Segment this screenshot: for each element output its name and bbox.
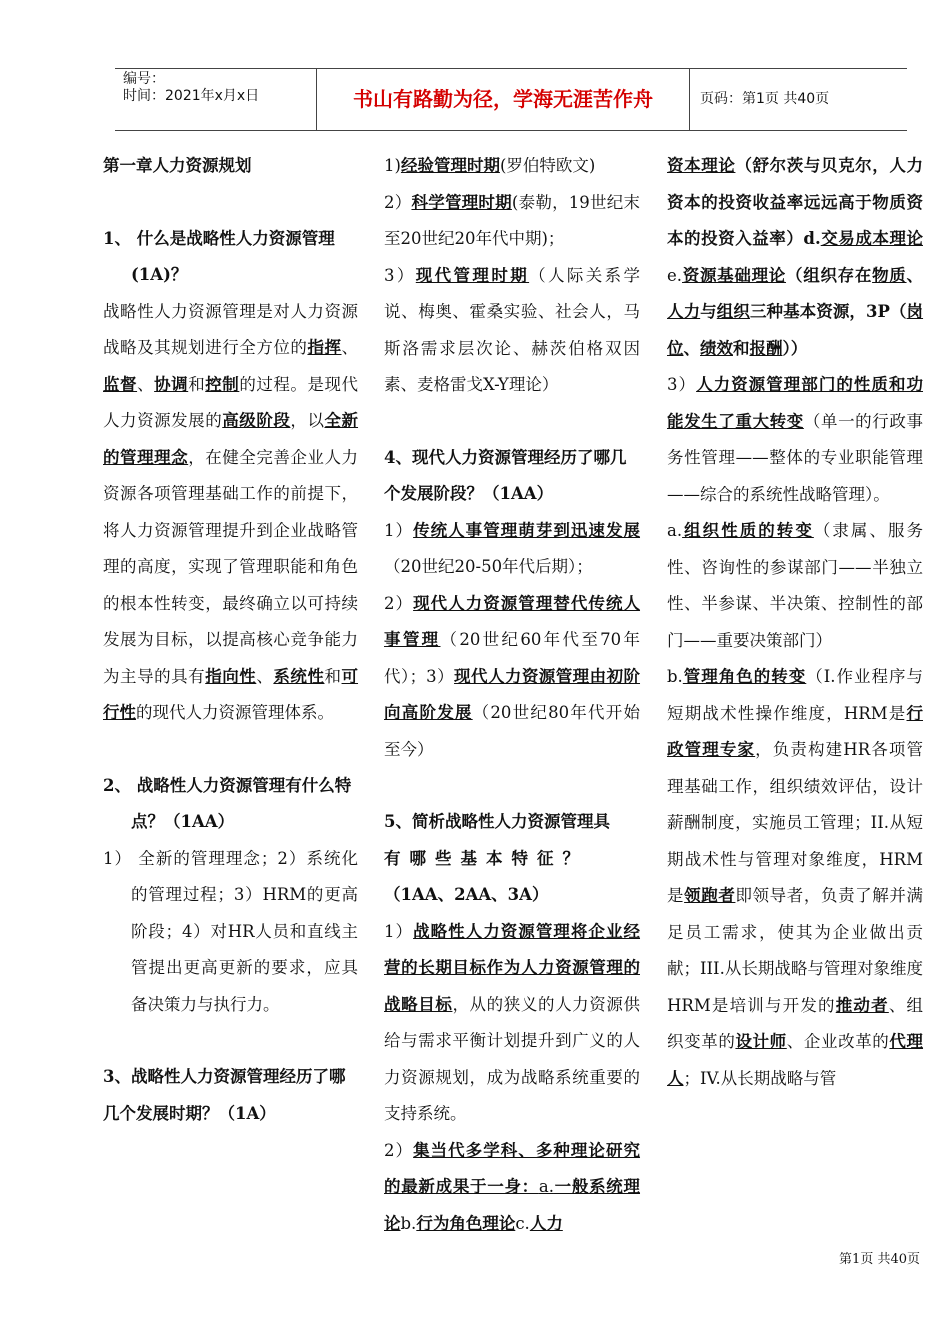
theory-list: 资本理论（舒尔茨与贝克尔，人力资本的投资收益率远远高于物质资本的投资入益率）d.交易成本理论e.资源基础理论（组织存在物质、人力与组织三种基本资源，3P（岗位、绩效和报酬）） — [667, 156, 924, 358]
period-2: 2）科学管理时期(泰勒，19世纪末至20世纪20年代中期)； — [384, 192, 641, 248]
column-2 — [384, 148, 640, 1242]
page-header — [115, 68, 907, 131]
keyword: 指挥 — [307, 338, 342, 357]
header-motto: 书山有路勤为径，学海无涯苦作舟 — [317, 69, 690, 130]
q2-answer: 1） 全新的管理理念；2）系统化的管理过程；3）HRM的更高阶段；4）对HR人员和直线主管提出更高更新的要求，应具备决策力与执行力。 — [103, 848, 358, 1014]
point-3: 3）人力资源管理部门的性质和功能发生了重大转变（单一的行政事务性管理——整体的专业职能管理——综合的系统性战略管理）。 — [667, 375, 924, 504]
point-a: a.组织性质的转变（隶属、服务性、咨询性的参谋部门——半独立性、半参谋、半决策、控制性的部门——重要决策部门） — [667, 521, 923, 650]
period-1: 1)经验管理时期(罗伯特欧文) — [384, 156, 596, 175]
keyword: 系统性 — [273, 666, 325, 686]
period-3: 3）现代管理时期（人际关系学说、梅奥、霍桑实验、社会人，马斯洛需求层次论、赫茨伯格双因素、麦格雷戈X-Y理论） — [384, 265, 641, 394]
q1-answer: 战略性人力资源管理是对人力资源战略及其规划进行全方位的指挥、监督、协调和控制的过程。是现代人力资源发展的高级阶段，以全新的管理理念，在健全完善企业人力资源各项管理基础工作的前提下，将人力资源管理提升到企业战略管理的高度，实现了管理职能和角色的根本性转变，最终确立以可持续发展为目标，以提高核心竞争能力为主导的具有指向性、系统性和可行性的现代人力资源管理体系。 — [103, 301, 359, 722]
code-label: 编号： — [123, 71, 165, 87]
column-3 — [667, 148, 923, 1097]
q4-title: 4、现代人力资源管理经历了哪几个发展阶段？（1AA） — [384, 447, 627, 503]
chapter-title: 第一章人力资源规划 — [103, 156, 252, 175]
keyword: 全新的管理理念 — [103, 411, 359, 467]
q4-answer: 1）传统人事管理萌芽到迅速发展（20世纪20-50年代后期）； 2）现代人力资源管理替代传统人事管理（20世纪60年代至70年代）；3）现代人力资源管理由初阶向高阶发展（20世纪80年代开始至今） — [384, 520, 641, 759]
time-label: 时间：2021年x月x日 — [123, 88, 260, 104]
keyword: 监督 — [103, 374, 138, 394]
q2-title: 2、 战略性人力资源管理有什么特点？（1AA） — [103, 775, 352, 831]
column-1 — [103, 148, 358, 1132]
q3-title: 3、战略性人力资源管理经历了哪几个发展时期？（1A） — [103, 1067, 346, 1123]
q5-answer-2: 2）集当代多学科、多种理论研究的最新成果于一身：a.一般系统理论b.行为角色理论c.人力 — [384, 1140, 641, 1233]
header-page-label: 页码：第1页 共40页 — [700, 91, 830, 107]
keyword: 协调 — [154, 374, 189, 394]
page-footer: 第1页 共40页 — [839, 1252, 920, 1267]
keyword: 高级阶段 — [222, 411, 291, 430]
q5-title: 5、简析战略性人力资源管理具 有哪些基本特征？ （1AA、2AA、3A） — [384, 812, 610, 904]
header-meta — [115, 69, 317, 130]
keyword: 可行性 — [103, 666, 359, 722]
point-b: b.管理角色的转变（I.作业程序与短期战术性操作维度，HRM是行政管理专家，负责构建HR各项管理基础工作，组织绩效评估，设计薪酬制度，实施员工管理；II.从短期战术性与管理对象维度，HRM是领跑者即领导者，负责了解并满足员工需求，使其为企业做出贡献；III.从长期战略与管理对象维度HRM是培训与开发的推动者、组织变革的设计师、企业改革的代理人；IV.从长期战略与管 — [667, 667, 924, 1088]
q1-title: 1、 什么是战略性人力资源管理(1A)？ — [103, 228, 335, 284]
keyword: 指向性 — [205, 666, 257, 686]
q5-answer-1: 1）战略性人力资源管理将企业经营的长期目标作为人力资源管理的战略目标，从的狭义的人力资源供给与需求平衡计划提升到广义的人力资源规划，成为战略系统重要的支持系统。 — [384, 921, 641, 1123]
keyword: 控制 — [205, 374, 240, 394]
